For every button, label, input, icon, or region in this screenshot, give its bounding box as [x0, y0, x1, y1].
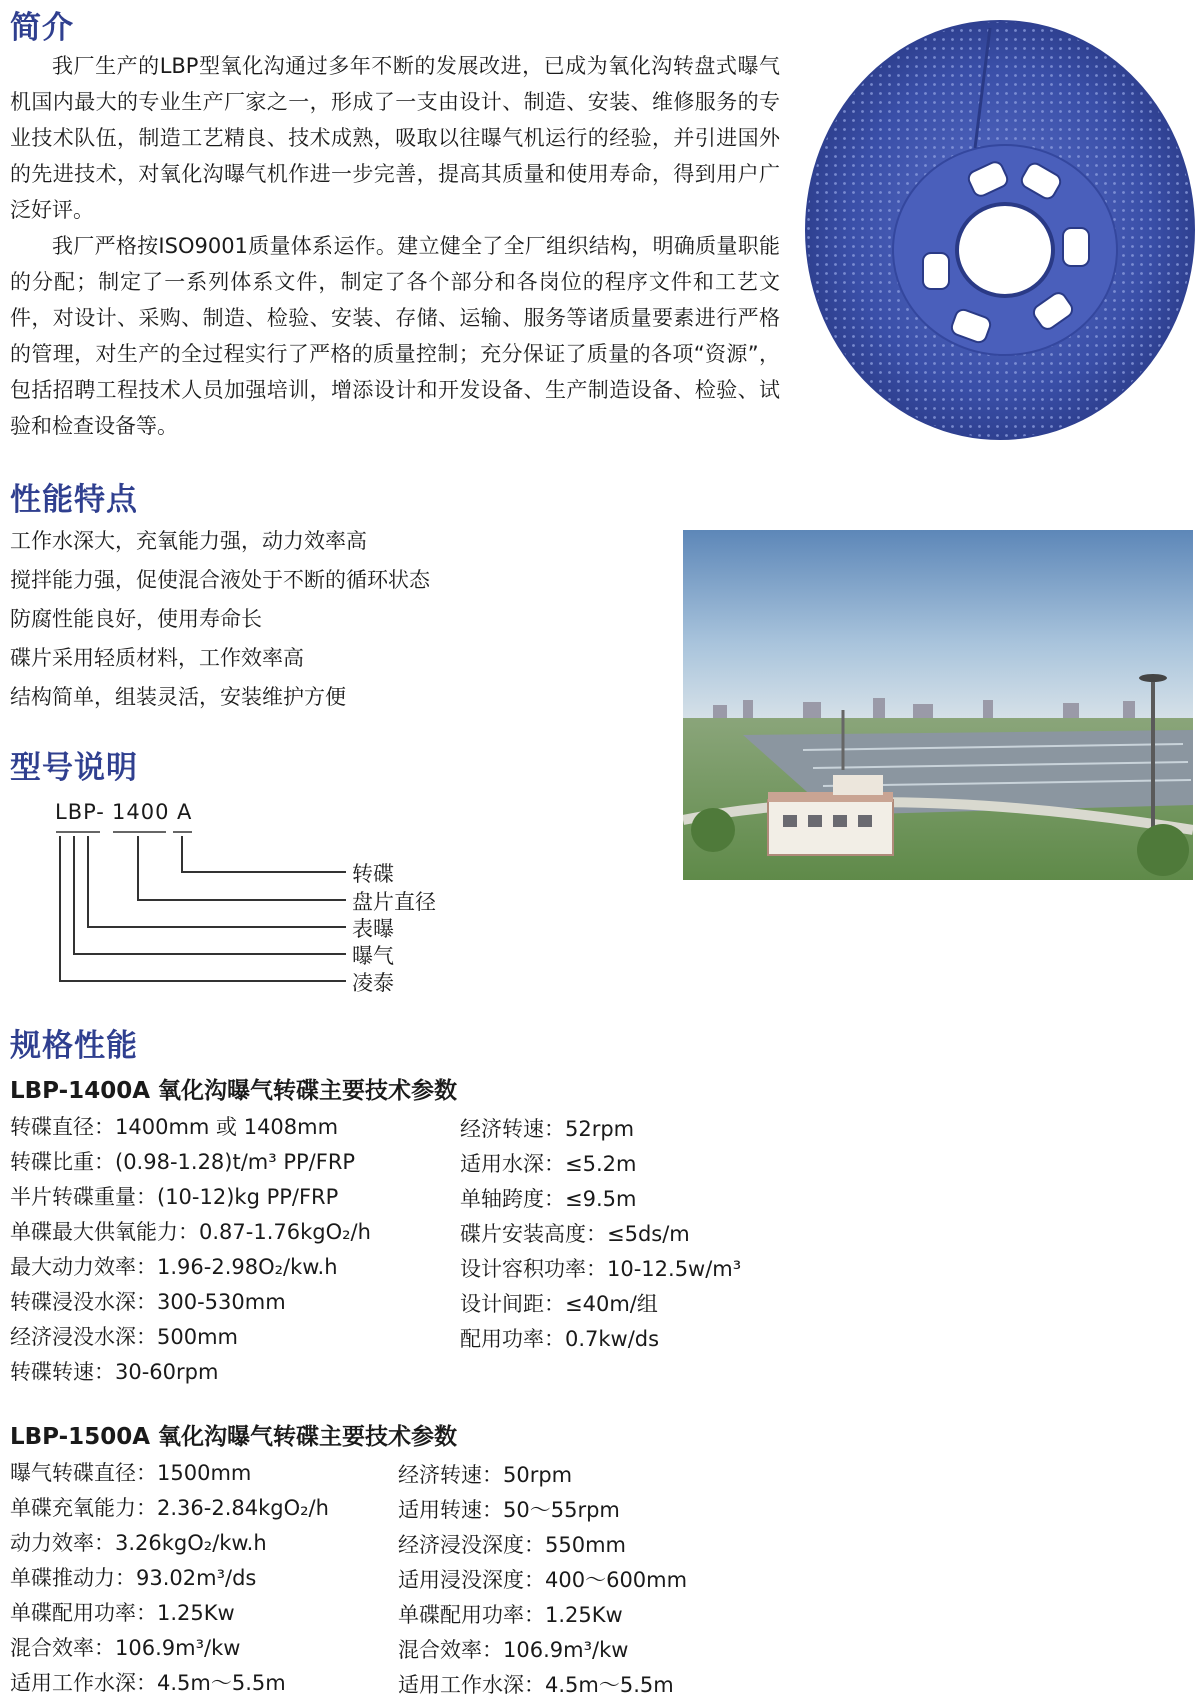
spec-item: 转碟直径：1400mm 或 1408mm: [10, 1115, 339, 1139]
intro-heading: 简介: [10, 10, 74, 46]
spec-item: 单碟最大供氧能力：0.87-1.76kgO₂/h: [10, 1220, 371, 1244]
spec-item: 适用转速：50～55rpm: [398, 1498, 620, 1522]
spec-1500-right: [398, 1458, 687, 1703]
aerator-disc-image: [795, 8, 1195, 448]
spec-1400-right: [460, 1112, 741, 1357]
spec-item: 适用水深：≤5.2m: [460, 1152, 637, 1176]
spec-item: 半片转碟重量：(10-12)kg PP/FRP: [10, 1185, 339, 1209]
spec-item: 曝气转碟直径：1500mm: [10, 1461, 252, 1485]
spec-item: 单碟充氧能力：2.36-2.84kgO₂/h: [10, 1496, 329, 1520]
spec-item: 混合效率：106.9m³/kw: [10, 1636, 241, 1660]
spec-item: 经济浸没水深：500mm: [10, 1325, 238, 1349]
model-legend-disc: 转碟: [352, 862, 394, 886]
features-heading: 性能特点: [10, 482, 138, 518]
spec-item: 经济浸没深度：550mm: [398, 1533, 626, 1557]
spec-item: 最大动力效率：1.96-2.98O₂/kw.h: [10, 1255, 338, 1279]
spec-item: 动力效率：3.26kgO₂/kw.h: [10, 1531, 267, 1555]
specs-heading: 规格性能: [10, 1028, 138, 1064]
spec-1400-title: LBP-1400A 氧化沟曝气转碟主要技术参数: [10, 1078, 458, 1104]
spec-item: 混合效率：106.9m³/kw: [398, 1638, 629, 1662]
model-legend-surface: 表曝: [352, 917, 394, 941]
model-legend-diameter: 盘片直径: [352, 890, 436, 914]
spec-item: 转碟浸没水深：300-530mm: [10, 1290, 286, 1314]
model-code-number: 1400: [112, 800, 170, 824]
spec-item: 转碟转速：30-60rpm: [10, 1360, 219, 1384]
plant-aerial-photo: [683, 530, 1193, 880]
feature-item: 防腐性能良好，使用寿命长: [10, 607, 262, 631]
spec-item: 单碟配用功率：1.25Kw: [398, 1603, 623, 1627]
model-heading: 型号说明: [10, 750, 138, 786]
intro-text: [10, 48, 780, 444]
spec-1400-left: [10, 1110, 371, 1390]
feature-item: 工作水深大，充氧能力强，动力效率高: [10, 529, 367, 553]
spec-item: 适用工作水深：4.5m～5.5m: [10, 1671, 286, 1695]
feature-item: 碟片采用轻质材料，工作效率高: [10, 646, 304, 670]
spec-item: 碟片安装高度：≤5ds/m: [460, 1222, 690, 1246]
spec-item: 设计容积功率：10-12.5w/m³: [460, 1257, 742, 1281]
model-code-prefix: LBP-: [55, 800, 105, 824]
intro-paragraph-1: 我厂生产的LBP型氧化沟通过多年不断的发展改进，已成为氧化沟转盘式曝气机国内最大的专业生产厂家之一，形成了一支由设计、制造、安装、维修服务的专业技术队伍，制造工艺精良、技术成熟，吸取以往曝气机运行的经验，并引进国外的先进技术，对氧化沟曝气机作进一步完善，提高其质量和使用寿命，得到用户广泛好评。: [10, 54, 780, 222]
spec-1500-title: LBP-1500A 氧化沟曝气转碟主要技术参数: [10, 1424, 458, 1450]
model-legend-aeration: 曝气: [352, 944, 394, 968]
spec-item: 单碟推动力：93.02m³/ds: [10, 1566, 257, 1590]
spec-item: 设计间距：≤40m/组: [460, 1292, 658, 1316]
spec-item: 转碟比重：(0.98-1.28)t/m³ PP/FRP: [10, 1150, 356, 1174]
model-code-suffix: A: [177, 800, 193, 824]
spec-item: 配用功率：0.7kw/ds: [460, 1327, 660, 1351]
features-list: [10, 522, 430, 717]
feature-item: 结构简单，组装灵活，安装维护方便: [10, 685, 346, 709]
spec-1500-left: [10, 1456, 329, 1701]
spec-item: 适用工作水深：4.5m～5.5m: [398, 1673, 674, 1697]
model-legend-brand: 凌泰: [352, 971, 394, 995]
spec-item: 单碟配用功率：1.25Kw: [10, 1601, 235, 1625]
spec-item: 经济转速：50rpm: [398, 1463, 573, 1487]
intro-paragraph-2: 我厂严格按ISO9001质量体系运作。建立健全了全厂组织结构，明确质量职能的分配；制定了一系列体系文件，制定了各个部分和各岗位的程序文件和工艺文件，对设计、采购、制造、检验、安装、存储、运输、服务等诸质量要素进行严格的管理，对生产的全过程实行了严格的质量控制；充分保证了质量的各项“资源”，包括招聘工程技术人员加强培训，增添设计和开发设备、生产制造设备、检验、试验和检查设备等。: [10, 234, 780, 438]
feature-item: 搅拌能力强，促使混合液处于不断的循环状态: [10, 568, 430, 592]
spec-item: 经济转速：52rpm: [460, 1117, 635, 1141]
spec-item: 适用浸没深度：400～600mm: [398, 1568, 688, 1592]
spec-item: 单轴跨度：≤9.5m: [460, 1187, 637, 1211]
